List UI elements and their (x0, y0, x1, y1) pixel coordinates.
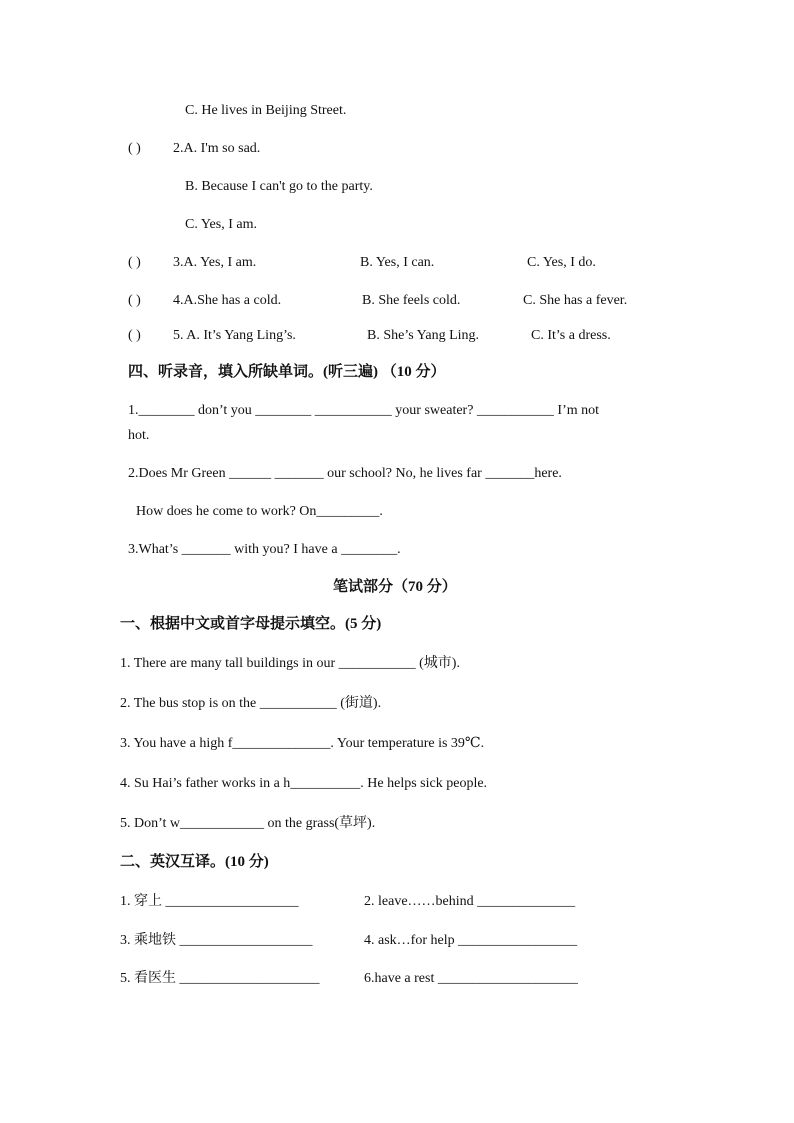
q2-option-c: C. Yes, I am. (185, 217, 257, 232)
q3-option-a: 3.A. Yes, I am. (173, 255, 257, 270)
q3-option-b: B. Yes, I can. (360, 255, 435, 270)
part1-item[interactable]: 5. Don’t w____________ on the grass(草坪). (120, 816, 376, 831)
part2-item-right[interactable]: 6.have a rest ____________________ (364, 971, 578, 986)
q3-answer-bracket[interactable]: ( ) (128, 255, 141, 270)
section4-line1[interactable]: 1.________ don’t you ________ ___________ your sweater? ___________ I’m not (128, 403, 600, 418)
part1-item[interactable]: 3. You have a high f______________. Your temperature is 39℃. (120, 736, 485, 751)
part1-item[interactable]: 4. Su Hai’s father works in a h__________. He helps sick people. (120, 776, 488, 791)
part2-item-right[interactable]: 2. leave……behind ______________ (364, 894, 576, 909)
q2-answer-bracket[interactable]: ( ) (128, 141, 141, 156)
q5-answer-bracket[interactable]: ( ) (128, 328, 141, 343)
part2-item-left[interactable]: 3. 乘地铁 ___________________ (120, 933, 313, 948)
part2-item-left[interactable]: 1. 穿上 ___________________ (120, 894, 299, 909)
q1-option-c: C. He lives in Beijing Street. (185, 103, 347, 118)
part1-heading: 一、根据中文或首字母提示填空。(5 分) (120, 616, 382, 632)
q4-option-a: 4.A.She has a cold. (173, 293, 282, 308)
part2-item-right[interactable]: 4. ask…for help _________________ (364, 933, 578, 948)
part2-item-left[interactable]: 5. 看医生 ____________________ (120, 971, 320, 986)
q5-option-c: C. It’s a dress. (531, 328, 611, 343)
section4-line4[interactable]: 3.What’s _______ with you? I have a ________. (128, 542, 401, 557)
part2-heading: 二、英汉互译。(10 分) (120, 854, 269, 870)
q4-answer-bracket[interactable]: ( ) (128, 293, 141, 308)
part1-item[interactable]: 1. There are many tall buildings in our ___________ (城市). (120, 656, 460, 671)
part1-item[interactable]: 2. The bus stop is on the ___________ (街道). (120, 696, 382, 711)
q5-option-b: B. She’s Yang Ling. (367, 328, 480, 343)
section4-line3[interactable]: How does he come to work? On_________. (136, 504, 383, 519)
q2-option-b: B. Because I can't go to the party. (185, 179, 373, 194)
q4-option-c: C. She has a fever. (523, 293, 628, 308)
q2-option-a: 2.A. I'm so sad. (173, 141, 261, 156)
section4-line1-wrap: hot. (128, 428, 150, 443)
section4-line2[interactable]: 2.Does Mr Green ______ _______ our school? No, he lives far _______here. (128, 466, 562, 481)
q5-option-a: 5. A. It’s Yang Ling’s. (173, 328, 296, 343)
q3-option-c: C. Yes, I do. (527, 255, 596, 270)
written-part-title: 笔试部分（70 分） (333, 579, 457, 595)
section4-heading: 四、听录音，填入所缺单词。(听三遍) （10 分） (128, 364, 446, 380)
q4-option-b: B. She feels cold. (362, 293, 461, 308)
